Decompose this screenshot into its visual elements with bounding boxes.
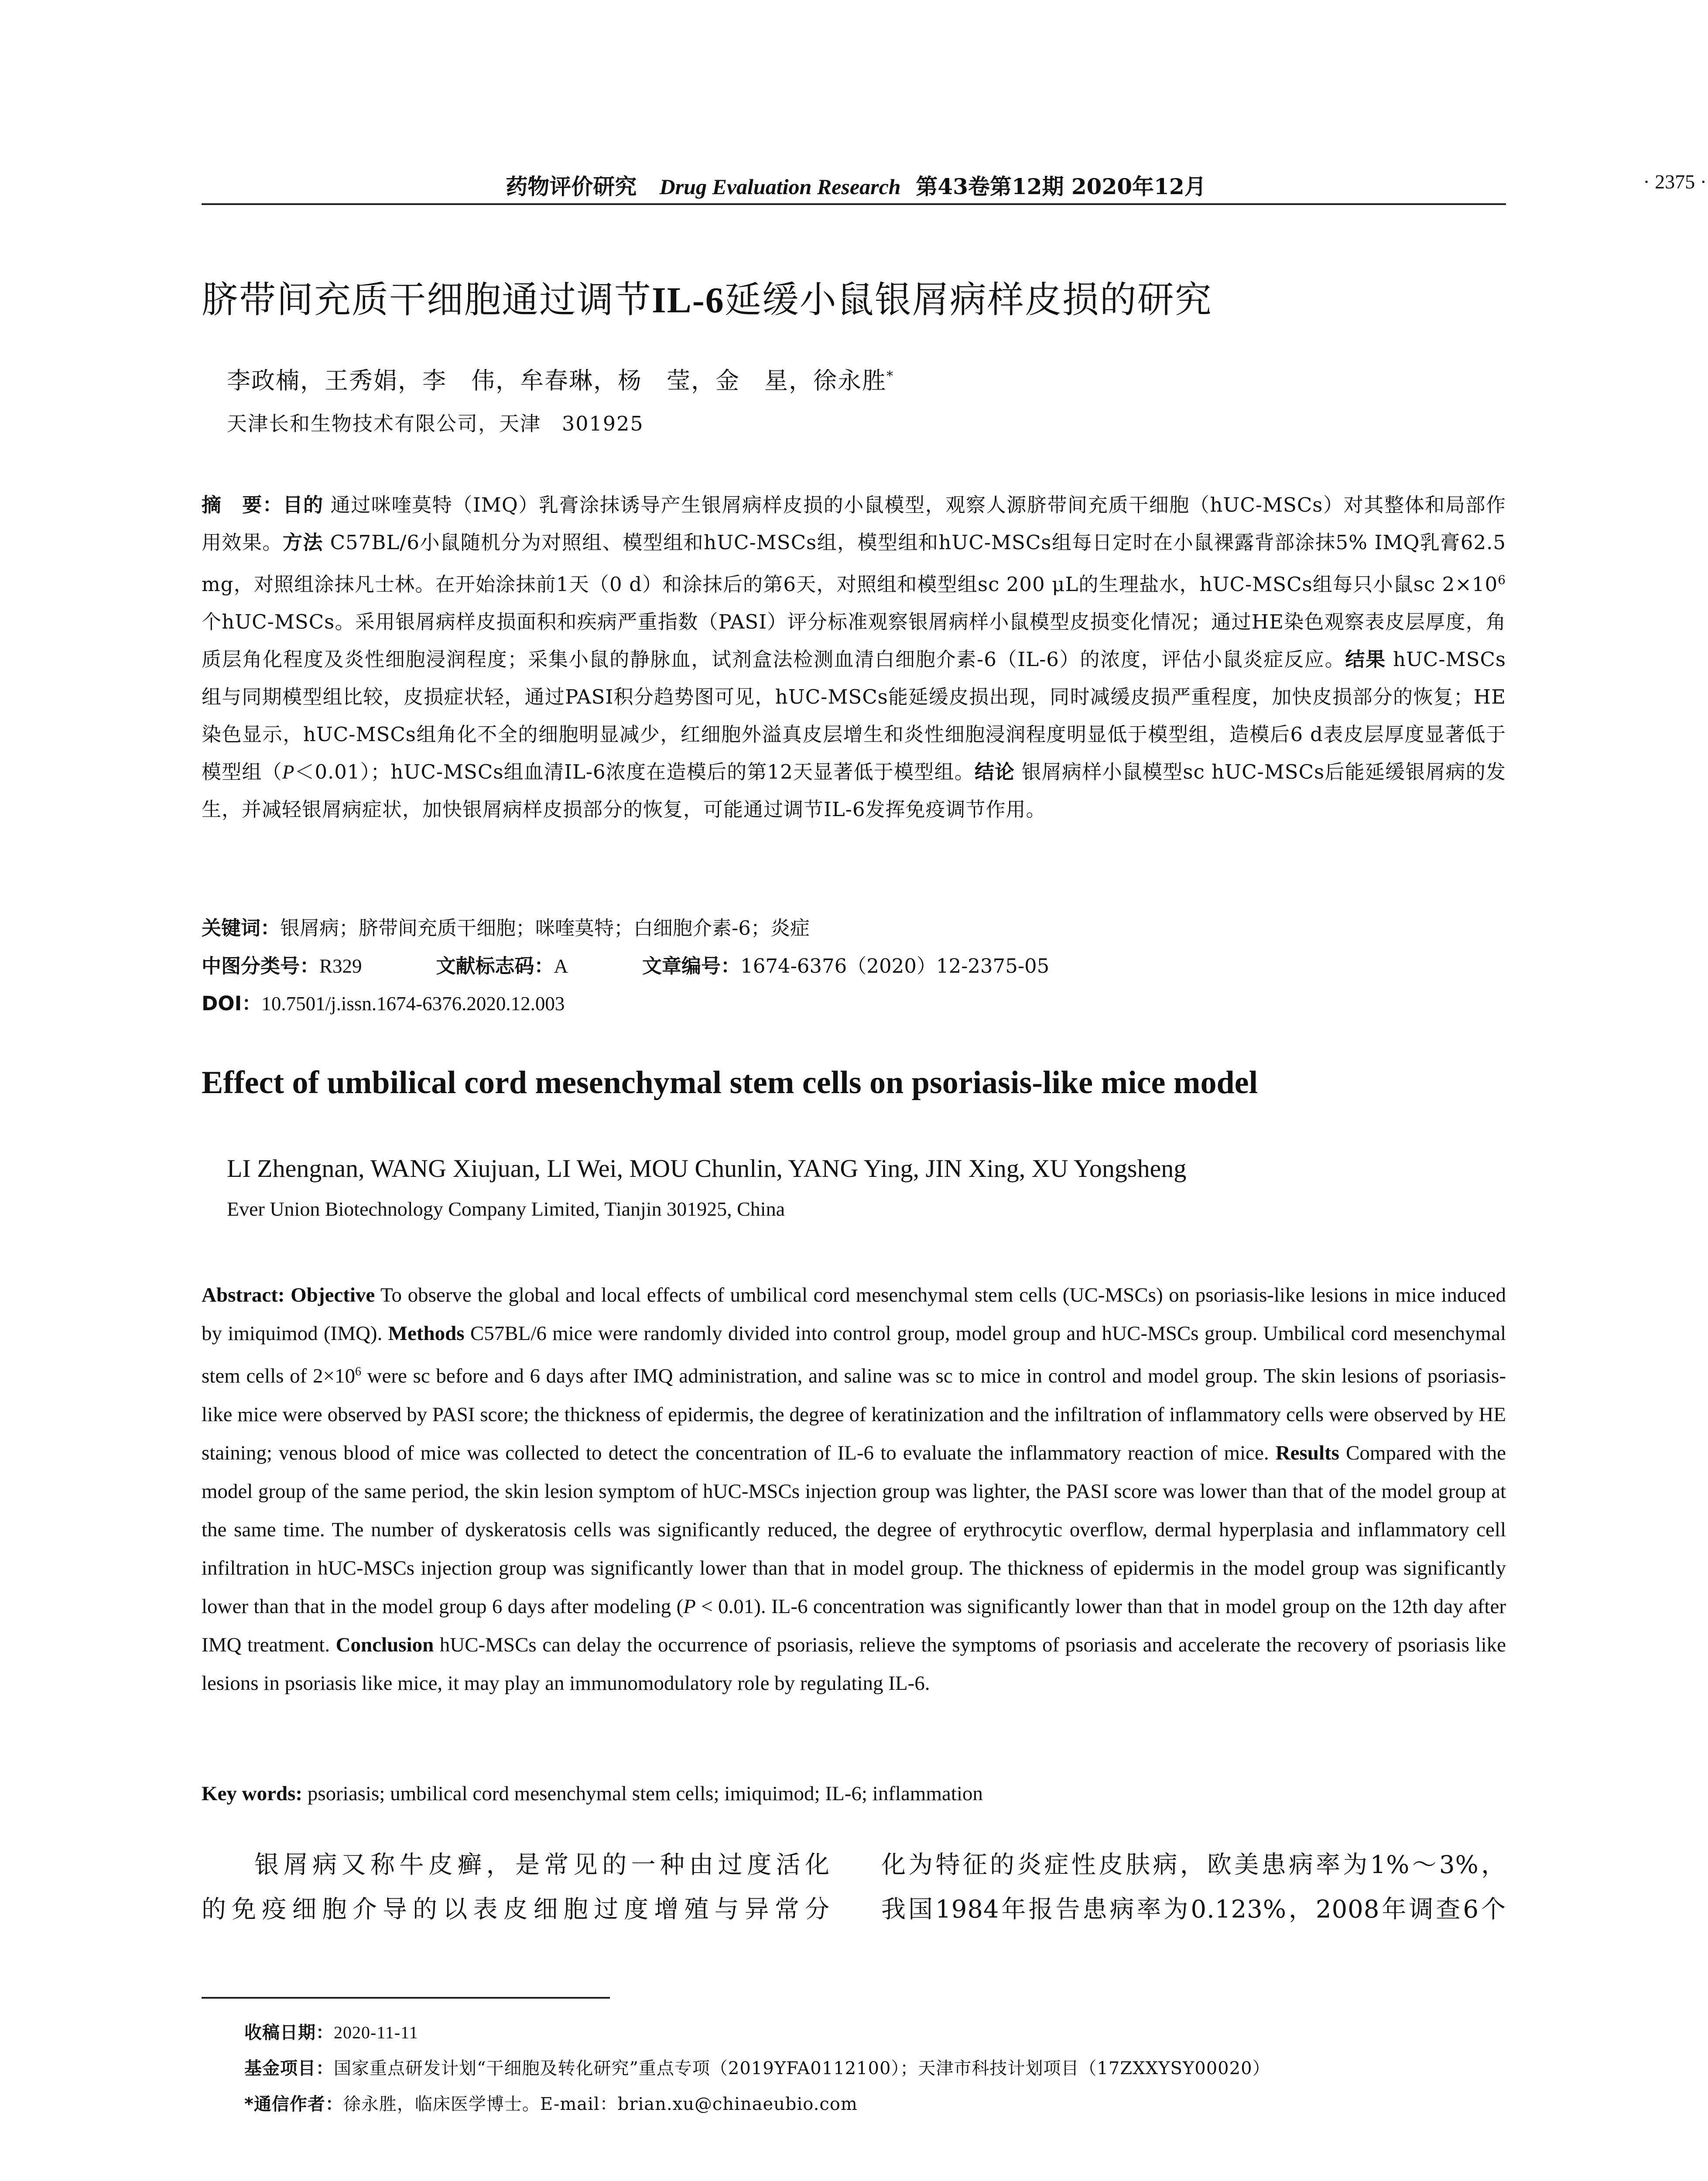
corresponding-mark: * xyxy=(887,369,894,384)
methods-text-cn: C57BL/6小鼠随机分为对照组、模型组和hUC-MSCs组，模型组和hUC-MSCs组每日定时在小鼠裸露背部涂抹5% IMQ乳膏62.5 mg，对照组涂抹凡士林。在开始涂抹前1天（0 d）和涂抹后的第6天，对照组和模型组sc 200 μL的生理盐水，hUC-MSCs组每只小鼠sc 2×10 xyxy=(202,531,1506,596)
abstract-label-cn: 摘 要： xyxy=(202,493,283,516)
article-number-label: 文章编号： xyxy=(642,954,741,978)
journal-title-line xyxy=(202,169,1510,201)
results-p-en: P xyxy=(683,1595,696,1618)
keywords-label-en: Key words: xyxy=(202,1782,303,1805)
abstract-label-en: Abstract: xyxy=(202,1284,285,1306)
methods-label-cn: 方法 xyxy=(282,531,323,554)
page-number: · 2375 · xyxy=(1643,171,1707,193)
results-label-cn: 结果 xyxy=(1345,648,1386,671)
keywords-label-cn: 关键词： xyxy=(202,916,281,940)
doi-link[interactable]: 10.7501/j.issn.1674-6376.2020.12.003 xyxy=(261,993,565,1015)
body-left-line1: 银屑病又称牛皮癣，是常见的一种由过度活化 xyxy=(250,1851,830,1879)
authors-cn: 李政楠，王秀娟，李 伟，牟春琳，杨 莹，金 星，徐永胜* xyxy=(227,367,894,394)
results-text-en-cont: < 0.01). IL-6 concentration was significantly lower than that in model group on the 12th day after IMQ treatment. xyxy=(202,1595,1506,1656)
body-column-right xyxy=(881,1843,1506,1932)
footnote-funding: 基金项目：国家重点研发计划“干细胞及转化研究”重点专项（2019YFA0112100）；天津市科技计划项目（17ZXXYSY00020） xyxy=(244,2058,1270,2078)
keywords-en xyxy=(202,1774,1506,1813)
results-text-cn: hUC-MSCs组与同期模型组比较，皮损症状轻，通过PASI积分趋势图可见，hUC-MSCs能延缓皮损出现，同时减缓皮损严重程度，加快皮损部分的恢复；HE染色显示，hUC-MSCs组角化不全的细胞明显减少，红细胞外溢真皮层增生和炎性细胞浸润程度明显低于模型组，造模后6 d表皮层厚度显著低于模型组（ xyxy=(202,648,1506,783)
results-label-en: Results xyxy=(1275,1441,1339,1464)
footnote-received: 收稿日期：2020-11-11 xyxy=(244,2023,418,2043)
doi-label: DOI： xyxy=(202,992,262,1015)
keywords-cn xyxy=(202,909,1506,947)
footnote-divider xyxy=(202,1997,610,1999)
article-title-cn: 脐带间充质干细胞通过调节IL-6延缓小鼠银屑病样皮损的研究 xyxy=(202,278,1212,321)
conclusion-text-cn: 银屑病样小鼠模型sc hUC-MSCs后能延缓银屑病的发生，并减轻银屑病症状，加快银屑病样皮损部分的恢复，可能通过调节IL-6发挥免疫调节作用。 xyxy=(202,760,1506,821)
clc-label: 中图分类号： xyxy=(202,954,320,978)
footnote-corresponding-author: *通信作者：徐永胜，临床医学博士。E-mail：brian.xu@chinaeubio.com xyxy=(244,2094,858,2114)
results-text-cn-cont: ＜0.01）；hUC-MSCs组血清IL-6浓度在造模后的第12天显著低于模型组。 xyxy=(294,760,975,783)
article-number-value: 1674-6376（2020）12-2375-05 xyxy=(740,954,1050,978)
conclusion-text-en: hUC-MSCs can delay the occurrence of psoriasis, relieve the symptoms of psoriasis and accelerate the recovery of psoriasis like lesions in psoriasis like mice, it may play an immunomodulatory role by regulating IL-6. xyxy=(202,1633,1506,1695)
methods-text-cn-cont: 个hUC-MSCs。采用银屑病样皮损面积和疾病严重指数（PASI）评分标准观察银屑病样小鼠模型皮损变化情况；通过HE染色观察表皮层厚度，角质层角化程度及炎性细胞浸润程度；采集小鼠的静脉血，试剂盒法检测血清白细胞介素-6（IL-6）的浓度，评估小鼠炎症反应。 xyxy=(202,610,1506,671)
running-header xyxy=(202,169,1707,209)
doc-code-label: 文献标志码： xyxy=(436,954,554,978)
header-divider xyxy=(202,203,1506,205)
clc-value: R329 xyxy=(319,955,362,977)
body-column-left xyxy=(202,1843,830,1932)
journal-logo: 药物评价研究 xyxy=(506,174,637,199)
results-p-cn: P xyxy=(282,761,295,783)
methods-text-en-cont: were sc before and 6 days after IMQ administration, and saline was sc to mice in control and model group. The skin lesions of psoriasis-like mice were observed by PASI score; the thickness of epidermis, the degree of keratinization and the infiltration of inflammatory cells were observed by HE staining; venous blood of mice was collected to detect the concentration of IL-6 to evaluate the inflammatory reaction of mice. xyxy=(202,1364,1506,1464)
body-right-line2: 我国1984年报告患病率为0.123%，2008年调查6个 xyxy=(881,1895,1506,1924)
affiliation-en: Ever Union Biotechnology Company Limited, Tianjin 301925, China xyxy=(227,1198,785,1220)
journal-name-en: Drug Evaluation Research xyxy=(659,174,901,199)
authors-en: LI Zhengnan, WANG Xiujuan, LI Wei, MOU Chunlin, YANG Ying, JIN Xing, XU Yongsheng xyxy=(227,1154,1187,1183)
conclusion-label-cn: 结论 xyxy=(974,760,1015,783)
keywords-text-cn: 银屑病；脐带间充质干细胞；咪喹莫特；白细胞介素-6；炎症 xyxy=(280,916,810,940)
affiliation-cn: 天津长和生物技术有限公司，天津 301925 xyxy=(227,412,644,435)
body-left-line2: 的免疫细胞介导的以表皮细胞过度增殖与异常分 xyxy=(202,1895,830,1924)
objective-text-en: To observe the global and local effects of umbilical cord mesenchymal stem cells (UC-MSCs) on psoriasis-like lesions in mice induced by imiquimod (IMQ). xyxy=(202,1284,1506,1345)
conclusion-label-en: Conclusion xyxy=(335,1633,434,1656)
doi-line xyxy=(202,985,565,1022)
results-text-en: Compared with the model group of the same period, the skin lesion symptom of hUC-MSCs injection group was lighter, the PASI score was lower than that of the model group at the same time. The number of dyskeratosis cells was significantly reduced, the degree of erythrocytic overflow, dermal hyperplasia and inflammatory cell infiltration in hUC-MSCs injection group was significantly lower than that in model group. The thickness of epidermis in the model group was significantly lower than that in the model group 6 days after modeling ( xyxy=(202,1441,1506,1618)
classification-line xyxy=(202,947,1506,985)
methods-sup-en: 6 xyxy=(355,1365,361,1378)
abstract-cn xyxy=(202,486,1506,828)
objective-label-en: Objective xyxy=(291,1284,375,1306)
methods-text-en: C57BL/6 mice were randomly divided into control group, model group and hUC-MSCs group. Umbilical cord mesenchymal stem cells of 2×10 xyxy=(202,1322,1506,1388)
objective-label-cn: 目的 xyxy=(283,493,324,516)
doc-code-value: A xyxy=(554,955,568,977)
keywords-text-en: psoriasis; umbilical cord mesenchymal stem cells; imiquimod; IL-6; inflammation xyxy=(307,1782,983,1805)
methods-sup-cn: 6 xyxy=(1498,573,1506,587)
body-right-line1: 化为特征的炎症性皮肤病，欧美患病率为1%～3%， xyxy=(881,1851,1506,1879)
issue-info: 第43卷第12期 2020年12月 xyxy=(916,174,1206,199)
abstract-en xyxy=(202,1276,1506,1702)
article-title-en: Effect of umbilical cord mesenchymal stem cells on psoriasis-like mice model xyxy=(202,1065,1258,1101)
methods-label-en: Methods xyxy=(388,1322,465,1345)
objective-text-cn: 通过咪喹莫特（IMQ）乳膏涂抹诱导产生银屑病样皮损的小鼠模型，观察人源脐带间充质干细胞（hUC-MSCs）对其整体和局部作用效果。 xyxy=(202,493,1506,554)
